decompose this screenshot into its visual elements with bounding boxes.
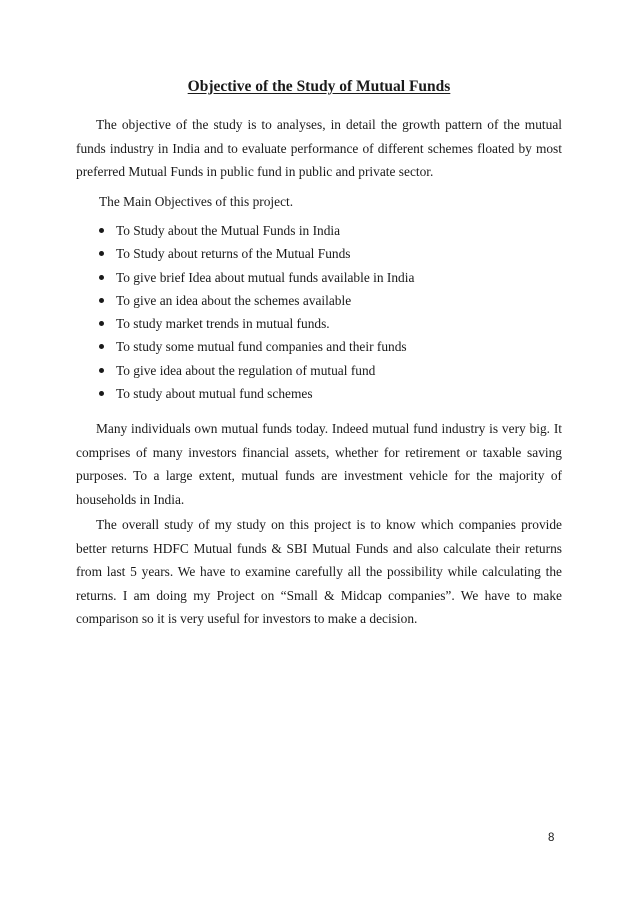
list-item-text: To give idea about the regulation of mutual fund: [116, 362, 376, 378]
list-item: [96, 245, 556, 268]
list-item: [96, 338, 556, 361]
objectives-lead: The Main Objectives of this project.: [99, 194, 294, 209]
individuals-paragraph: Many individuals own mutual funds today. Indeed mutual fund industry is very big. It comprises of many investors financial assets, whether for retirement or taxable saving purposes. To a large extent, mutual funds are investment vehicle for the majority of households in India.: [76, 421, 562, 507]
list-item: [96, 269, 556, 292]
bullet-icon: [99, 321, 104, 326]
bullet-icon: [99, 344, 104, 349]
list-item-text: To give an idea about the schemes available: [116, 292, 352, 308]
list-item: [96, 222, 556, 245]
intro-paragraph: The objective of the study is to analyses, in detail the growth pattern of the mutual funds industry in India and to evaluate performance of different schemes floated by most preferred Mutual Funds in public fund in public and private sector.: [76, 117, 562, 179]
list-item: [96, 362, 556, 385]
bullet-icon: [99, 391, 104, 396]
overall-study-paragraph: The overall study of my study on this project is to know which companies provide better returns HDFC Mutual funds & SBI Mutual Funds and also calculate their returns from last 5 years. We have to examine carefully all the possibility while calculating the returns. I am doing my Project on “Small & Midcap companies”. We have to make comparison so it is very useful for investors to make a decision.: [76, 517, 562, 626]
bullet-icon: [99, 368, 104, 373]
list-item: [96, 315, 556, 338]
page-number: 8: [548, 832, 555, 844]
list-item-text: To study market trends in mutual funds.: [116, 316, 330, 332]
objectives-list: [96, 222, 556, 408]
bullet-icon: [99, 228, 104, 233]
list-item-text: To study some mutual fund companies and their funds: [116, 339, 407, 355]
page-title: Objective of the Study of Mutual Funds: [187, 78, 451, 95]
list-item: [96, 292, 556, 315]
list-item-text: To Study about the Mutual Funds in India: [116, 223, 341, 238]
bullet-icon: [99, 298, 104, 303]
list-item: [96, 385, 556, 408]
list-item-text: To study about mutual fund schemes: [116, 386, 313, 402]
list-item-text: To Study about returns of the Mutual Funds: [116, 246, 351, 262]
bullet-icon: [99, 251, 104, 256]
bullet-icon: [99, 275, 104, 280]
list-item-text: To give brief Idea about mutual funds available in India: [116, 269, 415, 285]
